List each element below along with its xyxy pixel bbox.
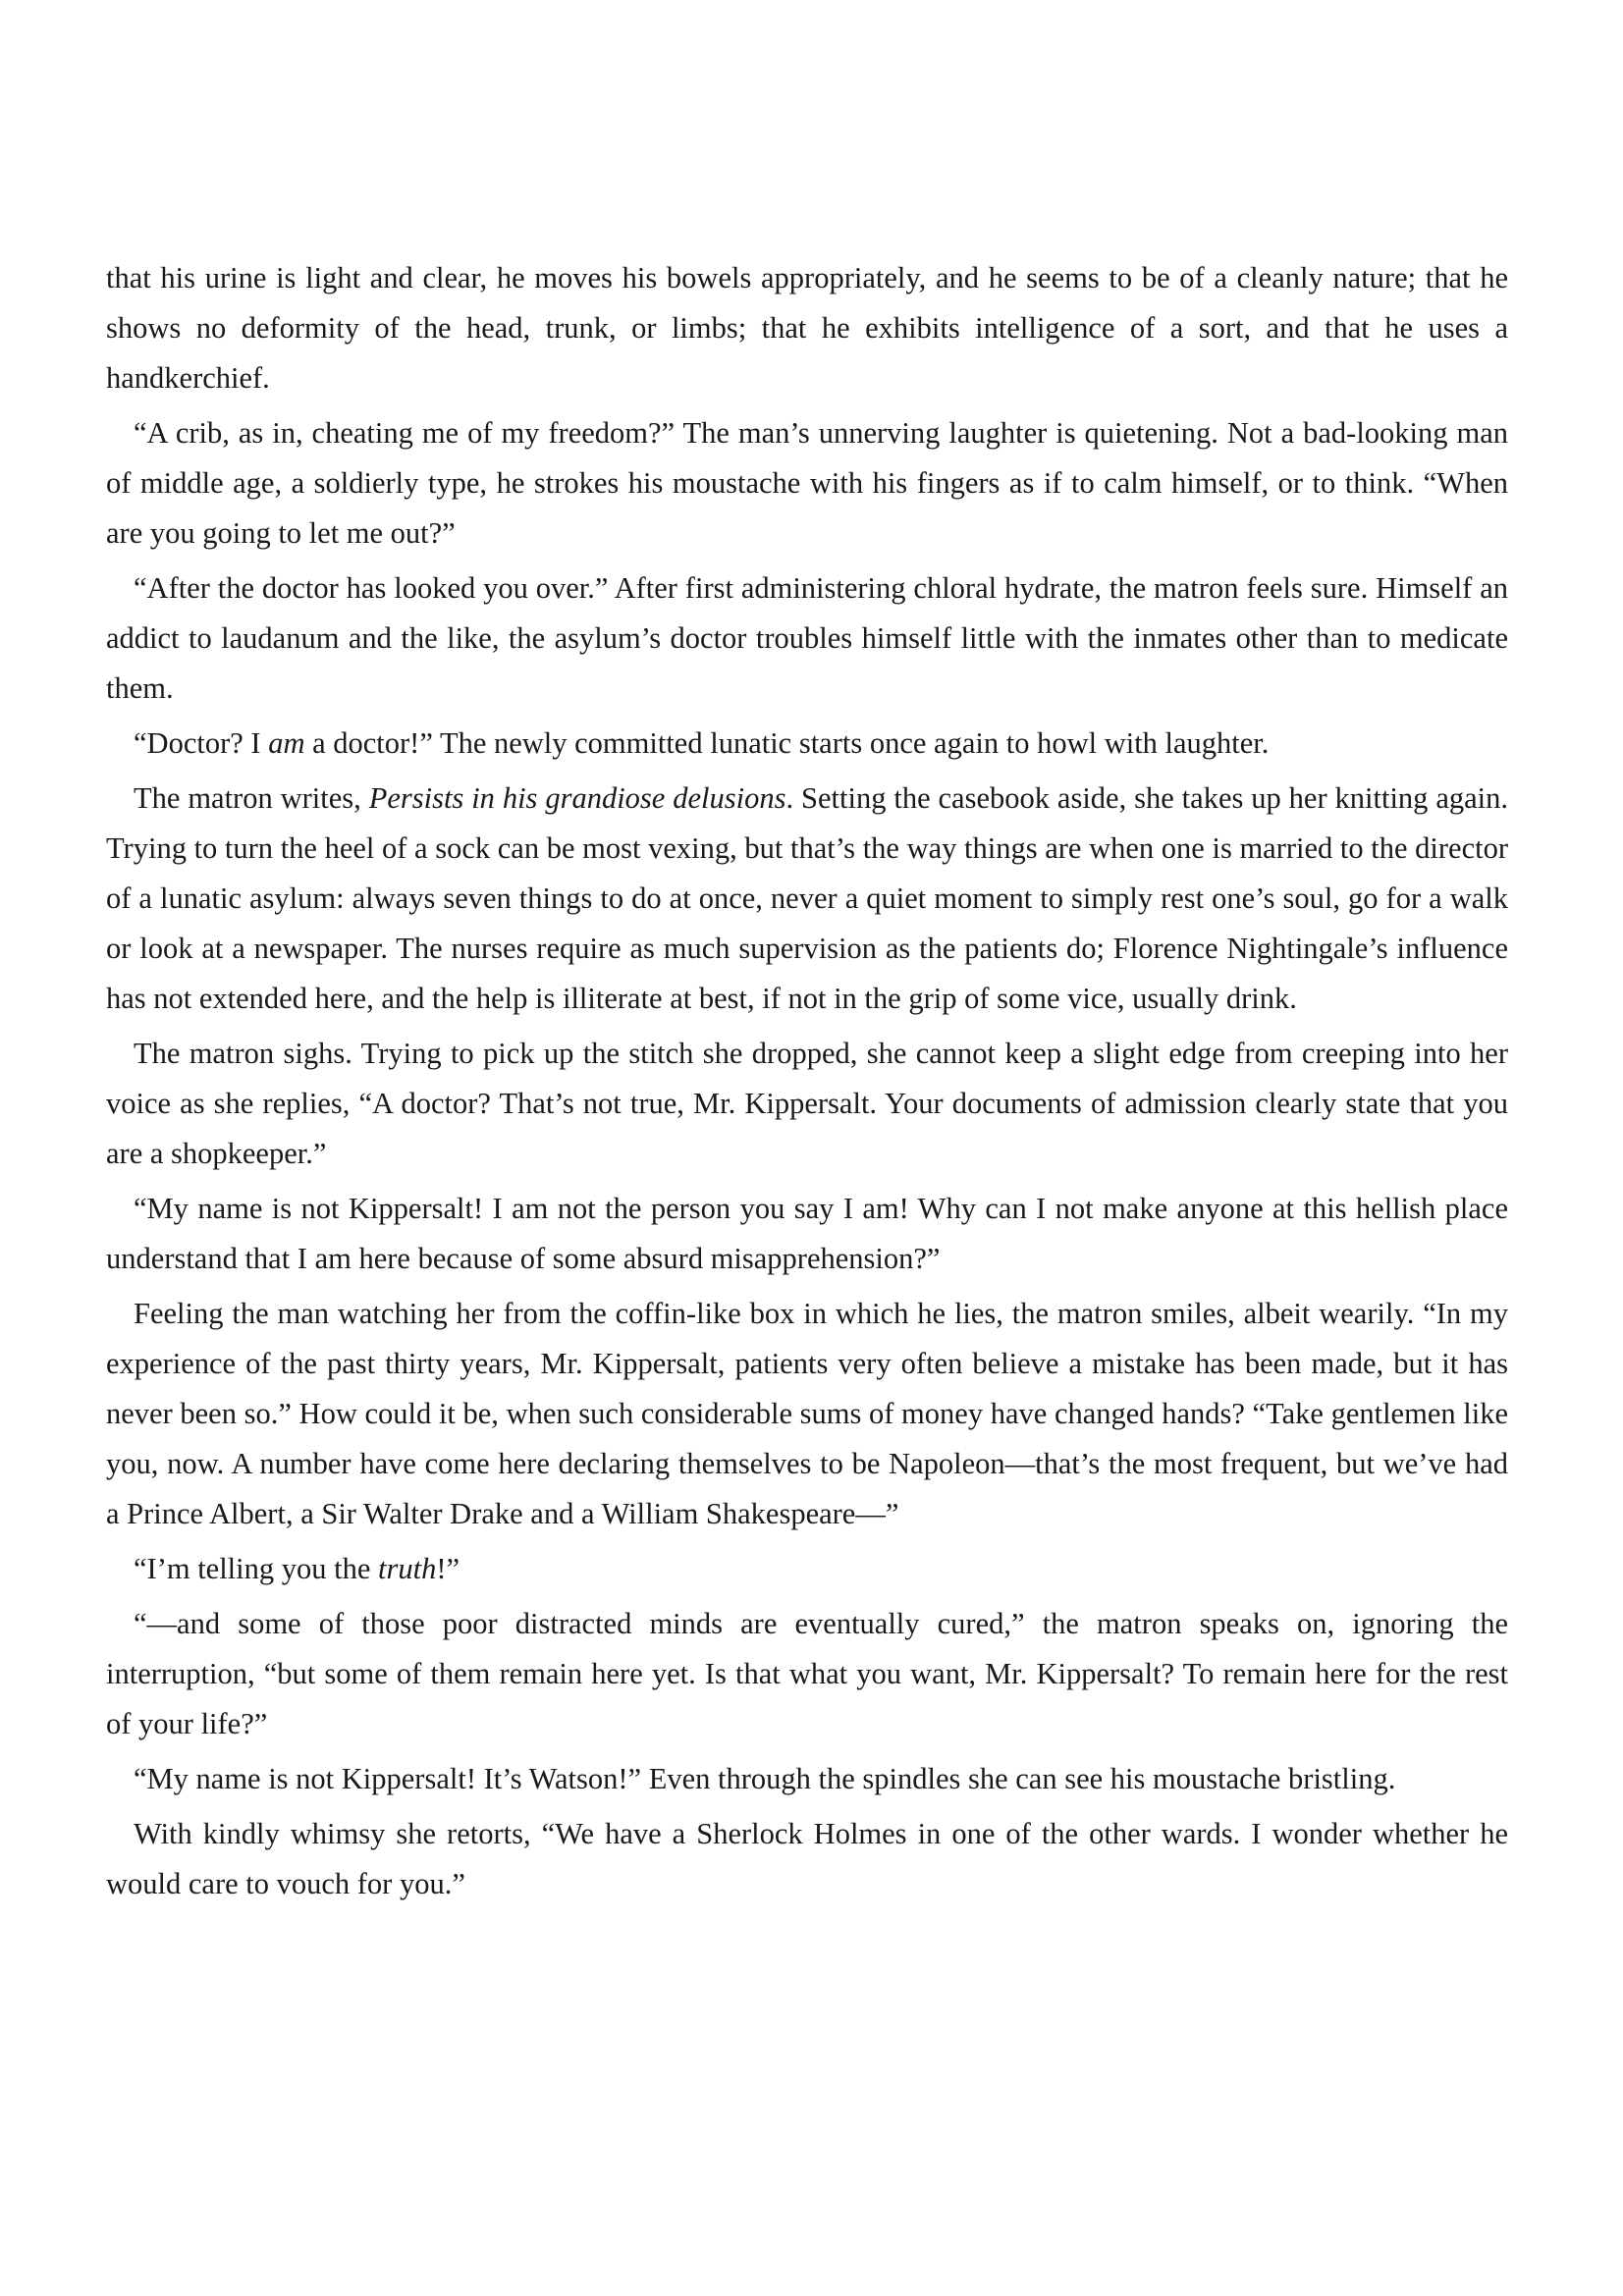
- paragraph: [106, 1289, 1508, 1539]
- paragraph: [106, 1754, 1508, 1804]
- text-segment: Feeling the man watching her from the coffin-like box in which he lies, the matron smiles, albeit wearily. “In my experience of the past thirty years, Mr. Kippersalt, patients very often believe a mistake has been made, but it has never been so.” How could it be, when such considerable sums of money have changed hands? “Take gentlemen like you, now. A number have come here declaring themselves to be Napoleon—that’s the most frequent, but we’ve had a Prince Albert, a Sir Walter Drake and a William Shakespeare—”: [106, 1297, 1508, 1530]
- text-segment: !”: [436, 1552, 460, 1585]
- paragraph: [106, 1599, 1508, 1749]
- paragraph: [106, 1544, 1508, 1594]
- italic-segment: truth: [378, 1552, 437, 1585]
- text-segment: that his urine is light and clear, he moves his bowels appropriately, and he seems to be of a cleanly nature; that he shows no deformity of the head, trunk, or limbs; that he exhibits intelligence of a sort, and that he uses a handkerchief.: [106, 261, 1508, 395]
- paragraph: [106, 253, 1508, 403]
- page-body: [106, 253, 1508, 1914]
- text-segment: The matron writes,: [134, 781, 369, 815]
- paragraph: [106, 1029, 1508, 1179]
- text-segment: “I’m telling you the: [134, 1552, 379, 1585]
- text-segment: a doctor!” The newly committed lunatic starts once again to howl with laughter.: [304, 726, 1270, 760]
- text-segment: . Setting the casebook aside, she takes up her knitting again. Trying to turn the heel of a sock can be most vexing, but that’s the way things are when one is married to the director of a lunatic asylum: always seven things to do at once, never a quiet moment to simply rest one’s soul, go for a walk or look at a newspaper. The nurses require as much supervision as the patients do; Florence Nightingale’s influence has not extended here, and the help is illiterate at best, if not in the grip of some vice, usually drink.: [106, 781, 1508, 1015]
- paragraph: [106, 1809, 1508, 1909]
- paragraph: [106, 1184, 1508, 1284]
- italic-segment: Persists in his grandiose delusions: [368, 781, 786, 815]
- text-segment: “My name is not Kippersalt! It’s Watson!” Even through the spindles she can see his moustache bristling.: [134, 1762, 1396, 1795]
- text-segment: “My name is not Kippersalt! I am not the person you say I am! Why can I not make anyone at this hellish place understand that I am here because of some absurd misapprehension?”: [106, 1192, 1508, 1275]
- text-segment: The matron sighs. Trying to pick up the stitch she dropped, she cannot keep a slight edge from creeping into her voice as she replies, “A doctor? That’s not true, Mr. Kippersalt. Your documents of admission clearly state that you are a shopkeeper.”: [106, 1037, 1508, 1170]
- text-segment: “After the doctor has looked you over.” After first administering chloral hydrate, the matron feels sure. Himself an addict to laudanum and the like, the asylum’s doctor troubles himself little with the inmates other than to medicate them.: [106, 571, 1508, 705]
- text-segment: “—and some of those poor distracted minds are eventually cured,” the matron speaks on, ignoring the interruption, “but some of them remain here yet. Is that what you want, Mr. Kippersalt? To remain here for the rest of your life?”: [106, 1607, 1508, 1740]
- italic-segment: am: [268, 726, 305, 760]
- paragraph: [106, 563, 1508, 714]
- text-segment: “A crib, as in, cheating me of my freedom?” The man’s unnerving laughter is quietening. Not a bad-looking man of middle age, a soldierly type, he strokes his moustache with his fingers as if to calm himself, or to think. “When are you going to let me out?”: [106, 416, 1508, 550]
- paragraph: [106, 408, 1508, 559]
- paragraph: [106, 719, 1508, 769]
- paragraph: [106, 774, 1508, 1024]
- text-segment: “Doctor? I: [134, 726, 269, 760]
- text-segment: With kindly whimsy she retorts, “We have a Sherlock Holmes in one of the other wards. I wonder whether he would care to vouch for you.”: [106, 1817, 1508, 1900]
